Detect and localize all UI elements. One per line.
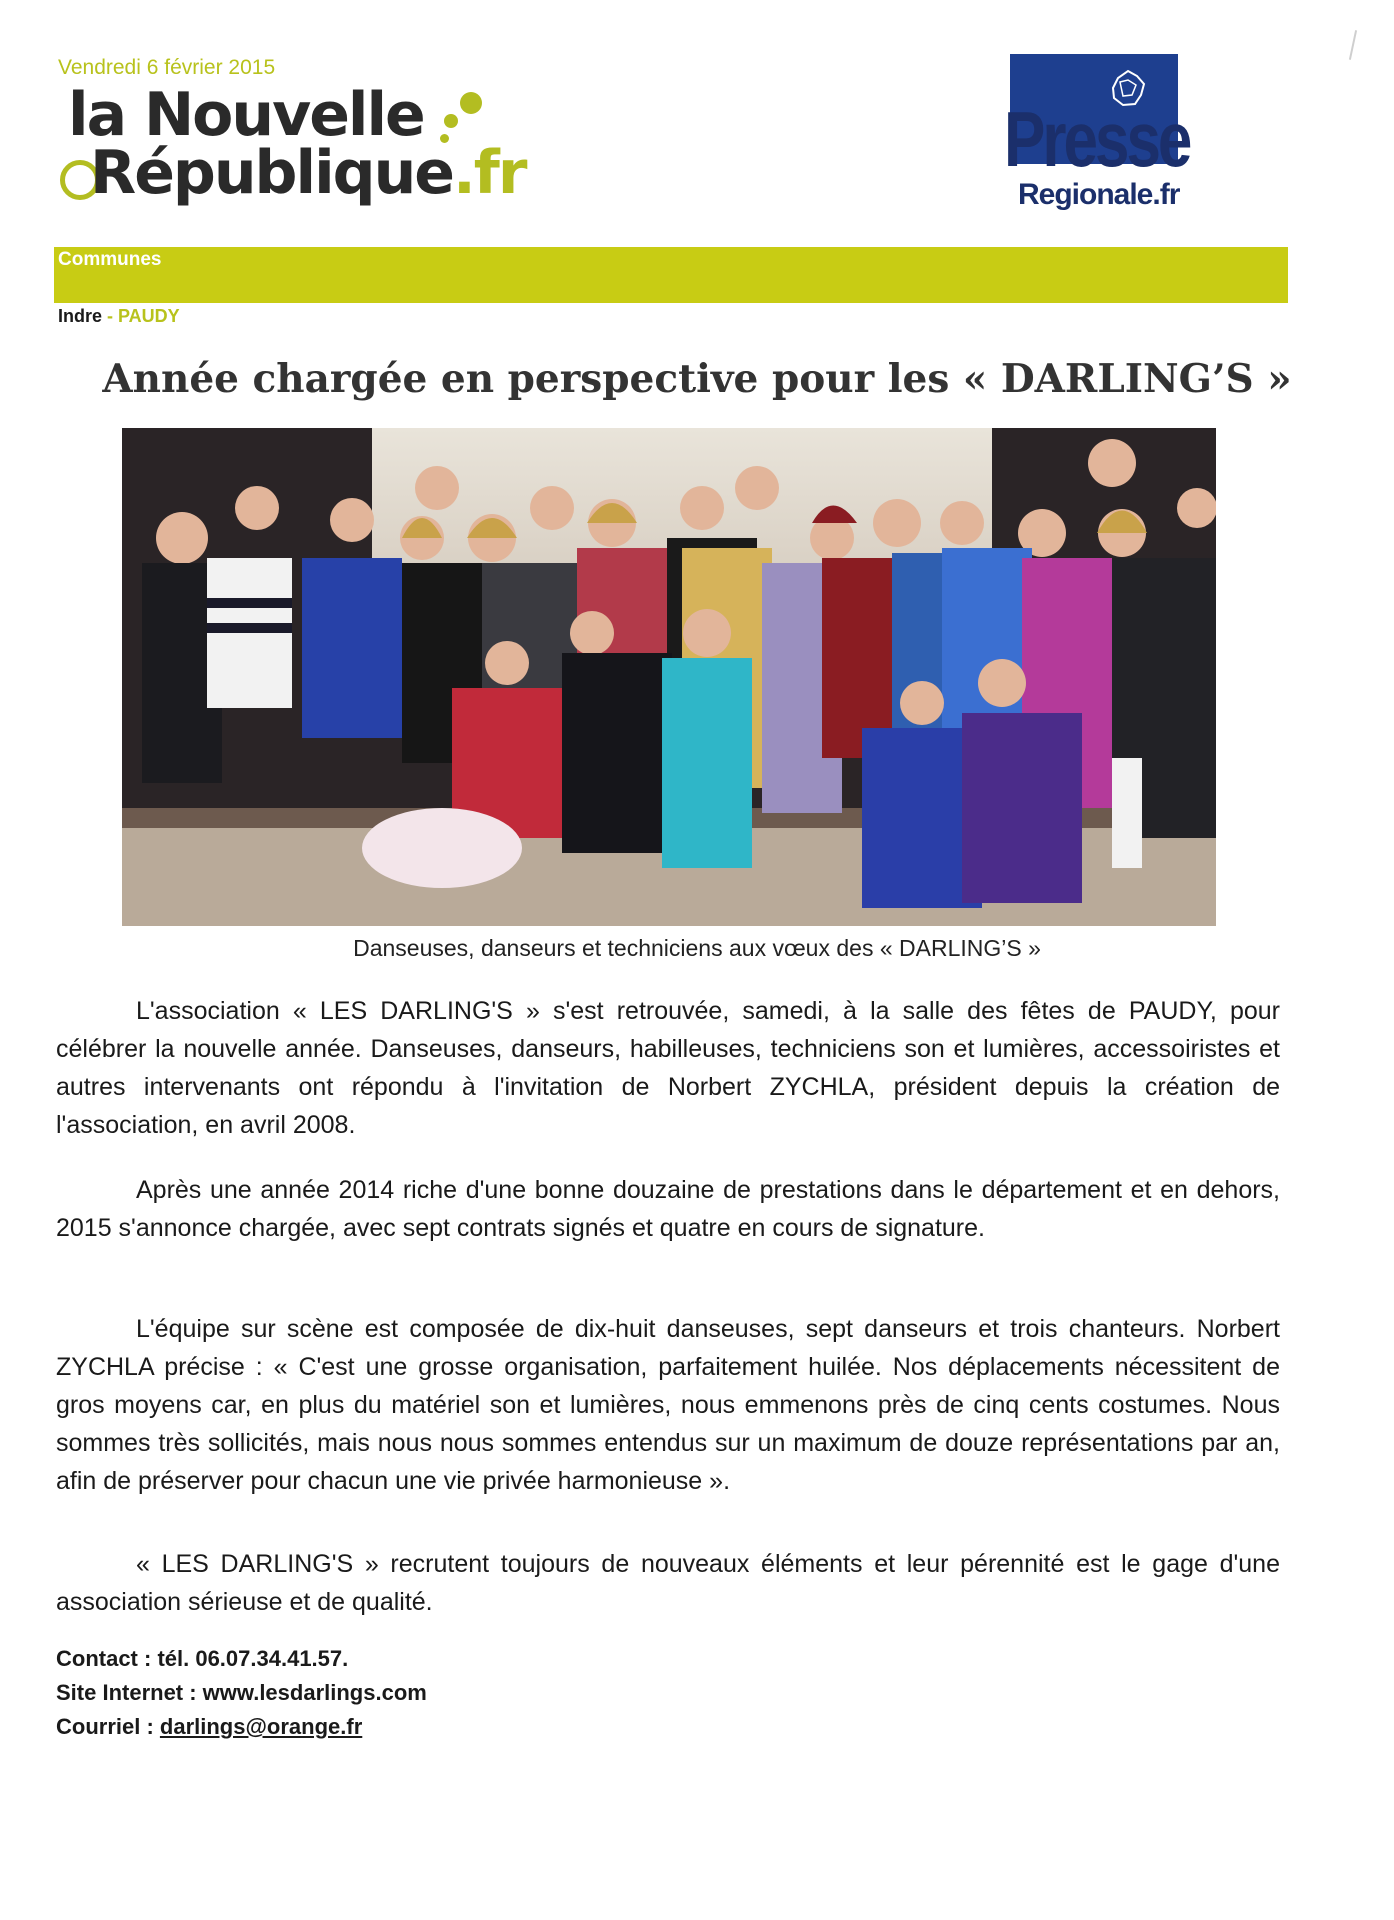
contact-email-label: Courriel : bbox=[56, 1714, 160, 1739]
logo-word-republique: République bbox=[90, 138, 453, 208]
contact-website[interactable]: Site Internet : www.lesdarlings.com bbox=[56, 1680, 427, 1705]
group-photo-image bbox=[122, 428, 1216, 926]
logo-dot-icon bbox=[444, 114, 458, 128]
photo-caption: Danseuses, danseurs et techniciens aux vœux des « DARLING’S » bbox=[353, 935, 1041, 961]
contact-email bbox=[56, 1714, 362, 1740]
article-paragraph-1: L'association « LES DARLING'S » s'est retrouvée, samedi, à la salle des fêtes de PAUDY, pour célébrer la nouvelle année. Danseuses, danseurs, habilleuses, techniciens son et lumières, accessoiristes et autres intervenants ont répondu à l'invitation de Norbert ZYCHLA, président depuis la création de l'association, en avril 2008. bbox=[56, 997, 1280, 1139]
article-paragraph-2: Après une année 2014 riche d'une bonne douzaine de prestations dans le département et en dehors, 2015 s'annonce chargée, avec sept contrats signés et quatre en cours de signature. bbox=[56, 1176, 1280, 1242]
section-band bbox=[54, 247, 1288, 303]
contact-phone: Contact : tél. 06.07.34.41.57. bbox=[56, 1646, 349, 1671]
section-label[interactable]: Communes bbox=[58, 249, 162, 270]
article-paragraph-3: L'équipe sur scène est composée de dix-huit danseuses, sept danseurs et trois chanteurs. Norbert ZYCHLA précise : « C'est une grosse organisation, parfaitement huilée. Nos déplacements nécessitent de gros moyens car, en plus du matériel son et lumières, nous emmenons près de cinq cents costumes. Nous sommes très sollicités, mais nous nous sommes entendus sur un maximum de douze représentations par an, afin de préserver pour chacun une vie privée harmonieuse ». bbox=[56, 1315, 1280, 1495]
scan-mark bbox=[1349, 30, 1357, 60]
breadcrumb bbox=[58, 306, 180, 327]
contact-email-link[interactable]: darlings@orange.fr bbox=[159, 1714, 363, 1739]
presse-regionale-logo bbox=[1004, 54, 1190, 220]
logo-dot-icon bbox=[460, 92, 482, 114]
logo-suffix: .fr bbox=[453, 138, 526, 208]
article-photo bbox=[122, 428, 1216, 926]
logo-line-1: la Nouvelle bbox=[68, 80, 424, 150]
presse-subtitle: Regionale.fr bbox=[1018, 178, 1180, 211]
presse-word: Presse bbox=[1004, 97, 1190, 184]
breadcrumb-separator: - bbox=[102, 306, 119, 326]
article-headline: Année chargée en perspective pour les « DARLING’S » bbox=[102, 356, 1292, 402]
newspaper-logo bbox=[60, 80, 620, 230]
publication-date: Vendredi 6 février 2015 bbox=[58, 56, 276, 79]
logo-line-2 bbox=[90, 138, 526, 208]
breadcrumb-town[interactable]: PAUDY bbox=[118, 306, 180, 326]
breadcrumb-region[interactable]: Indre bbox=[58, 306, 103, 326]
article-paragraph-4: « LES DARLING'S » recrutent toujours de nouveaux éléments et leur pérennité est le gage d'une association sérieuse et de qualité. bbox=[56, 1550, 1280, 1616]
